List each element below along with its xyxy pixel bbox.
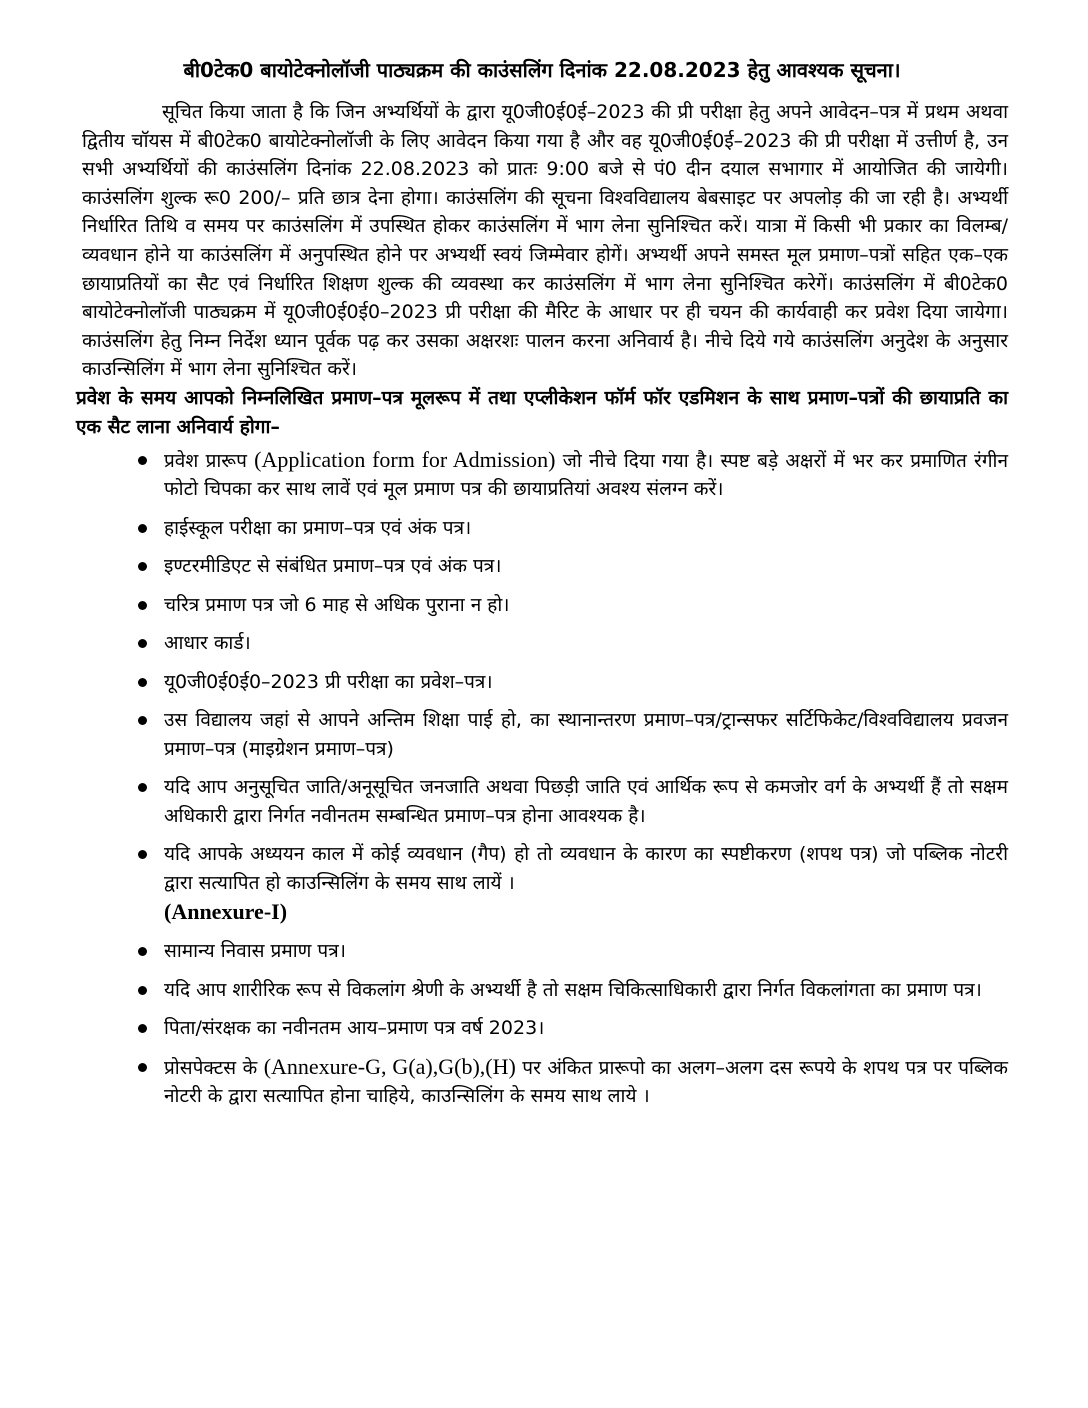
document-item-gap-affidavit	[134, 840, 1008, 927]
document-item-intermediate	[134, 552, 1008, 581]
bullet-icon	[138, 456, 147, 465]
bullet-icon	[138, 678, 147, 687]
document-text: हाईस्कूल परीक्षा का प्रमाण–पत्र एवं अंक पत्र।	[164, 516, 472, 539]
bullet-icon	[138, 1024, 147, 1033]
document-item-application-form	[134, 446, 1008, 504]
bullet-icon	[138, 562, 147, 571]
document-text: सामान्य निवास प्रमाण पत्र।	[164, 940, 346, 963]
bullet-icon	[138, 850, 147, 859]
document-item-disability-certificate	[134, 976, 1008, 1005]
document-item-character-certificate	[134, 591, 1008, 620]
bullet-icon	[138, 639, 147, 648]
document-item-highschool	[134, 514, 1008, 543]
document-text-latin: (Annexure-G, G(a),G(b),(H)	[263, 1053, 516, 1079]
document-text: चरित्र प्रमाण पत्र जो 6 माह से अधिक पुराना न हो।	[164, 593, 510, 616]
annexure-reference: (Annexure-I)	[164, 899, 288, 925]
document-item-domicile	[134, 937, 1008, 966]
document-item-income-certificate	[134, 1014, 1008, 1043]
document-text: यू0जी0ई0ई0–2023 प्री परीक्षा का प्रवेश–पत्र।	[164, 670, 493, 693]
bullet-icon	[138, 947, 147, 956]
document-text-latin: (Application form for Admission)	[254, 446, 556, 472]
document-item-caste-certificate	[134, 773, 1008, 830]
document-text: उस विद्यालय जहां से आपने अन्तिम शिक्षा पाई हो, का स्थानान्तरण प्रमाण–पत्र/ट्रान्सफर सर्टिफिकेट/विश्वविद्यालय प्रवजन प्रमाण–पत्र (माइग्रेशन प्रमाण–पत्र)	[164, 709, 1008, 760]
bullet-icon	[138, 716, 147, 725]
documents-list	[76, 446, 1008, 1111]
documents-heading: प्रवेश के समय आपको निम्नलिखित प्रमाण–पत्र मूलरूप में तथा एप्लीकेशन फॉर्म फॉर एडमिशन के साथ प्रमाण–पत्रों की छायाप्रति का एक सैट लाना अनिवार्य होगा–	[76, 386, 1008, 438]
document-text: पिता/संरक्षक का नवीनतम आय–प्रमाण पत्र वर्ष 2023।	[164, 1017, 545, 1040]
document-text-after: जो नीचे दिया गया है। स्पष्ट बड़े अक्षरों में भर कर प्रमाणित रंगीन फोटो चिपका कर साथ लावें एवं मूल प्रमाण पत्र की छायाप्रतियां अवश्य संलग्न करें।	[164, 449, 1008, 501]
bullet-icon	[138, 986, 147, 995]
document-text-before: प्रोसपेक्टस के	[164, 1056, 264, 1079]
intro-paragraph: सूचित किया जाता है कि जिन अभ्यर्थियों के द्वारा यू0जी0ई0ई–2023 की प्री परीक्षा हेतु अपने आवेदन–पत्र में प्रथम अथवा द्वितीय चॉयस में बी0टेक0 बायोटेक्नोलॉजी के लिए आवेदन किया गया है और वह यू0जी0ई0ई–2023 की प्री परीक्षा में उत्तीर्ण है, उन सभी अभ्यर्थियों की काउंसलिंग दिनांक 22.08.2023 को प्रातः 9:00 बजे से पं0 दीन दयाल सभागार में आयोजित की जायेगी। काउंसलिंग शुल्क रू0 200/– प्रति छात्र देना होगा। काउंसलिंग की सूचना विश्वविद्यालय बेबसाइट पर अपलोड़ की जा रही है। अभ्यर्थी निर्धारित तिथि व समय पर काउंसलिंग में उपस्थित होकर काउंसलिंग में भाग लेना सुनिश्चित करें। यात्रा में किसी भी प्रकार का विलम्ब/व्यवधान होने या काउंसलिंग में अनुपस्थित होने पर अभ्यर्थी स्वयं जिम्मेवार होगें। अभ्यर्थी अपने समस्त मूल प्रमाण–पत्रों सहित एक–एक छायाप्रतियों का सैट एवं निर्धारित शिक्षण शुल्क की व्यवस्था कर काउंसलिंग में भाग लेना सुनिश्चित करेगें। काउंसलिंग में बी0टेक0 बायोटेक्नोलॉजी पाठ्यक्रम में यू0जी0ई0ई0–2023 प्री परीक्षा की मैरिट के आधार पर ही चयन की कार्यवाही कर प्रवेश दिया जायेगा। काउंसलिंग हेतु निम्न निर्देश ध्यान पूर्वक पढ़ कर उसका अक्षरशः पालन करना अनिवार्य है। नीचे दिये गये काउंसलिंग अनुदेश के अनुसार काउन्सिलिंग में भाग लेना सुनिश्चित करें।	[82, 101, 1008, 381]
document-item-transfer-certificate	[134, 706, 1008, 763]
bullet-icon	[138, 601, 147, 610]
bullet-icon	[138, 1063, 147, 1072]
document-item-prospectus-annexures	[134, 1053, 1008, 1111]
bullet-icon	[138, 783, 147, 792]
document-item-aadhaar	[134, 629, 1008, 658]
notice-title: बी0टेक0 बायोटेक्नोलॉजी पाठ्यक्रम की काउंसलिंग दिनांक 22.08.2023 हेतु आवश्यक सूचना।	[183, 58, 901, 82]
document-text-after: पर अंकित प्रारूपो का अलग–अलग दस रूपये के शपथ पत्र पर पब्लिक नोटरी के द्वारा सत्यापित होना चाहिये, काउन्सिलिंग के समय साथ लाये ।	[164, 1056, 1008, 1108]
bullet-icon	[138, 524, 147, 533]
document-text: यदि आपके अध्ययन काल में कोई व्यवधान (गैप) हो तो व्यवधान के कारण का स्पष्टीकरण (शपथ पत्र) जो पब्लिक नोटरी द्वारा सत्यापित हो काउन्सिलिंग के समय साथ लायें ।	[164, 843, 1008, 894]
document-text: आधार कार्ड।	[164, 632, 251, 655]
document-item-admit-card	[134, 668, 1008, 697]
document-text-before: प्रवेश प्रारूप	[164, 449, 255, 472]
document-text: इण्टरमीडिएट से संबंधित प्रमाण–पत्र एवं अंक पत्र।	[164, 555, 502, 578]
document-text: यदि आप अनुसूचित जाति/अनूसूचित जनजाति अथवा पिछड़ी जाति एवं आर्थिक रूप से कमजोर वर्ग के अभ्यर्थी हैं तो सक्षम अधिकारी द्वारा निर्गत नवीनतम सम्बन्धित प्रमाण–पत्र होना आवश्यक है।	[164, 776, 1008, 827]
document-text: यदि आप शारीरिक रूप से विकलांग श्रेणी के अभ्यर्थी है तो सक्षम चिकित्साधिकारी द्वारा निर्गत विकलांगता का प्रमाण पत्र।	[164, 978, 982, 1001]
